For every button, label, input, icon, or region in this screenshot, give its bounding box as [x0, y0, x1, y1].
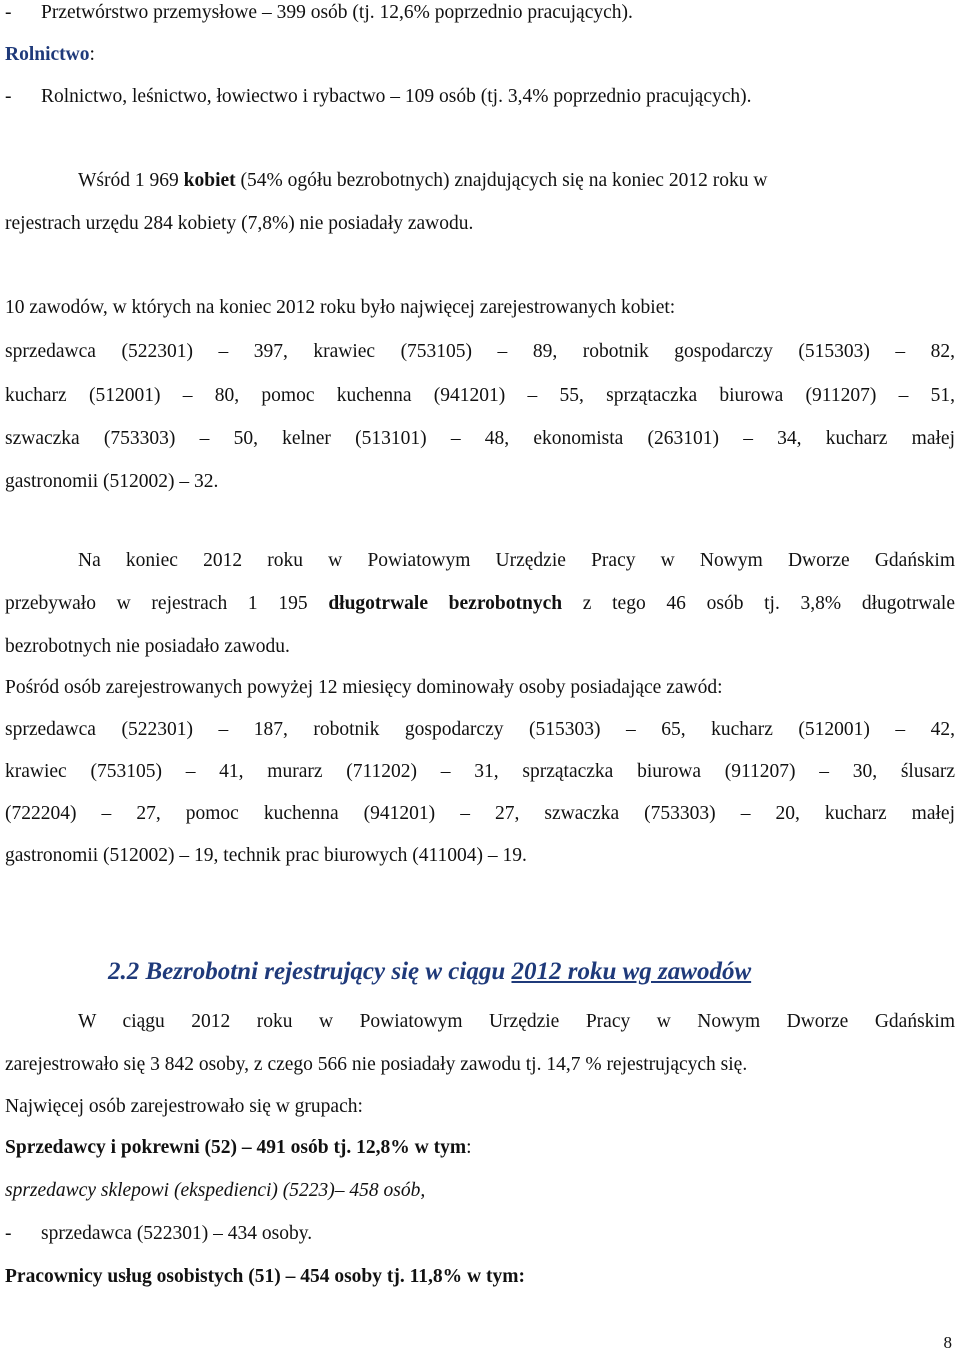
- longterm-line3: bezrobotnych nie posiadało zawodu.: [5, 636, 290, 657]
- top10-line4: szwaczka (753303) – 50, kelner (513101) – 48, ekonomista (263101) – 34, kucharz małej: [5, 428, 955, 449]
- longterm-line6: krawiec (753105) – 41, murarz (711202) – 31, sprzątaczka biurowa (911207) – 30, ślusarz: [5, 761, 955, 782]
- longterm-line7: (722204) – 27, pomoc kuchenna (941201) – 27, szwaczka (753303) – 20, kucharz małej: [5, 803, 955, 824]
- category-heading-rolnictwo: Rolnictwo:: [5, 44, 95, 65]
- bullet-dash: -: [5, 1223, 12, 1244]
- group-sprzedawcy-sub: sprzedawcy sklepowi (ekspedienci) (5223)– 458 osób,: [5, 1180, 426, 1201]
- section-line1: W ciągu 2012 roku w Powiatowym Urzędzie Pracy w Nowym Dworze Gdańskim: [78, 1011, 955, 1032]
- bullet-dash: -: [5, 2, 12, 23]
- list-item-rolnictwo: - Rolnictwo, leśnictwo, łowiectwo i rybactwo – 109 osób (tj. 3,4% poprzednio pracujących).: [5, 86, 752, 107]
- group-sprzedawcy-item: - sprzedawca (522301) – 434 osoby.: [5, 1223, 313, 1244]
- page-number: 8: [943, 1333, 952, 1352]
- longterm-line4: Pośród osób zarejestrowanych powyżej 12 miesięcy dominowały osoby posiadające zawód:: [5, 677, 723, 698]
- top10-line2: sprzedawca (522301) – 397, krawiec (753105) – 89, robotnik gospodarczy (515303) – 82,: [5, 341, 955, 362]
- section-line3: Najwięcej osób zarejestrowało się w grupach:: [5, 1096, 363, 1117]
- women-line2: rejestrach urzędu 284 kobiety (7,8%) nie posiadały zawodu.: [5, 213, 474, 234]
- group-uslugi-osobiste: Pracownicy usług osobistych (51) – 454 osoby tj. 11,8% w tym:: [5, 1266, 525, 1287]
- longterm-line2: przebywało w rejestrach 1 195 długotrwale bezrobotnych z tego 46 osób tj. 3,8% długotrwale: [5, 593, 955, 614]
- section-line2: zarejestrowało się 3 842 osoby, z czego 566 nie posiadały zawodu tj. 14,7 % rejestrujących się.: [5, 1054, 748, 1075]
- group-sprzedawcy: Sprzedawcy i pokrewni (52) – 491 osób tj. 12,8% w tym:: [5, 1137, 472, 1158]
- section-heading: 2.2 Bezrobotni rejestrujący się w ciągu 2012 roku wg zawodów: [108, 958, 752, 985]
- longterm-line5: sprzedawca (522301) – 187, robotnik gospodarczy (515303) – 65, kucharz (512001) – 42,: [5, 719, 955, 740]
- women-intro: Wśród 1 969 kobiet (54% ogółu bezrobotnych) znajdujących się na koniec 2012 roku w: [78, 170, 768, 191]
- longterm-line1: Na koniec 2012 roku w Powiatowym Urzędzie Pracy w Nowym Dworze Gdańskim: [78, 550, 955, 571]
- list-item-przetworstwo: - Przetwórstwo przemysłowe – 399 osób (tj. 12,6% poprzednio pracujących).: [5, 2, 633, 23]
- top10-intro: 10 zawodów, w których na koniec 2012 roku było najwięcej zarejestrowanych kobiet:: [5, 297, 676, 318]
- longterm-line8: gastronomii (512002) – 19, technik prac biurowych (411004) – 19.: [5, 845, 527, 866]
- bullet-dash: -: [5, 86, 12, 107]
- top10-line3: kucharz (512001) – 80, pomoc kuchenna (941201) – 55, sprzątaczka biurowa (911207) – 51,: [5, 385, 955, 406]
- top10-line5: gastronomii (512002) – 32.: [5, 471, 219, 492]
